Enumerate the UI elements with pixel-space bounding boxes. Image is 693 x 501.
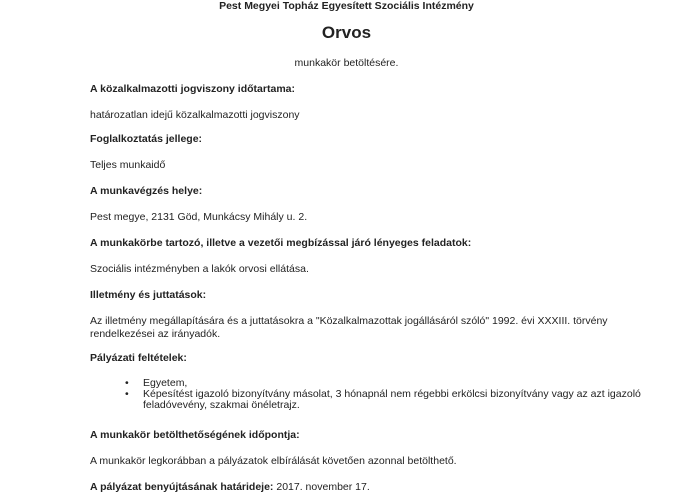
section-text-duties: Szociális intézményben a lakók orvosi ellátása. bbox=[90, 263, 309, 275]
section-text-workplace: Pest megye, 2131 Göd, Munkácsy Mihály u. 2. bbox=[90, 211, 308, 223]
deadline-value: 2017. november 17. bbox=[276, 481, 370, 493]
conditions-list bbox=[90, 378, 650, 411]
section-heading-conditions: Pályázati feltételek: bbox=[90, 352, 187, 364]
page-subtitle: munkakör betöltésére. bbox=[294, 57, 399, 69]
list-item bbox=[90, 389, 650, 411]
list-item-text: Egyetem, bbox=[143, 377, 188, 389]
organization-name: Pest Megyei Topház Egyesített Szociális Intézmény bbox=[219, 0, 474, 12]
section-text-start-date: A munkakör legkorábban a pályázatok elbírálását követően azonnal betölthető. bbox=[90, 455, 457, 467]
section-text-salary: Az illetmény megállapítására és a juttatásokra a "Közalkalmazottak jogállásáról szóló" 1992. évi XXXIII. törvény rendelkezései az irányadók. bbox=[90, 315, 608, 340]
section-heading-salary: Illetmény és juttatások: bbox=[90, 289, 207, 301]
section-heading-employment-duration: A közalkalmazotti jogviszony időtartama: bbox=[90, 83, 295, 95]
section-text-employment-duration: határozatlan idejű közalkalmazotti jogviszony bbox=[90, 109, 300, 121]
bullet-icon: • bbox=[125, 388, 129, 400]
section-heading-workplace: A munkavégzés helye: bbox=[90, 185, 203, 197]
bullet-icon: • bbox=[125, 377, 129, 389]
page-title: Orvos bbox=[321, 23, 372, 42]
list-item-text: Képesítést igazoló bizonyítvány másolat, 3 hónapnál nem régebbi erkölcsi bizonyítvány vagy az azt igazoló feladóvevény, szakmai önéletrajz. bbox=[143, 388, 641, 411]
section-heading-employment-type: Foglalkoztatás jellege: bbox=[90, 133, 203, 145]
section-heading-start-date: A munkakör betölthetőségének időpontja: bbox=[90, 429, 300, 441]
application-deadline bbox=[90, 481, 650, 494]
deadline-label: A pályázat benyújtásának határideje: bbox=[90, 481, 274, 493]
section-text-employment-type: Teljes munkaidő bbox=[90, 159, 166, 171]
section-heading-duties: A munkakörbe tartozó, illetve a vezetői megbízással járó lényeges feladatok: bbox=[90, 237, 472, 249]
